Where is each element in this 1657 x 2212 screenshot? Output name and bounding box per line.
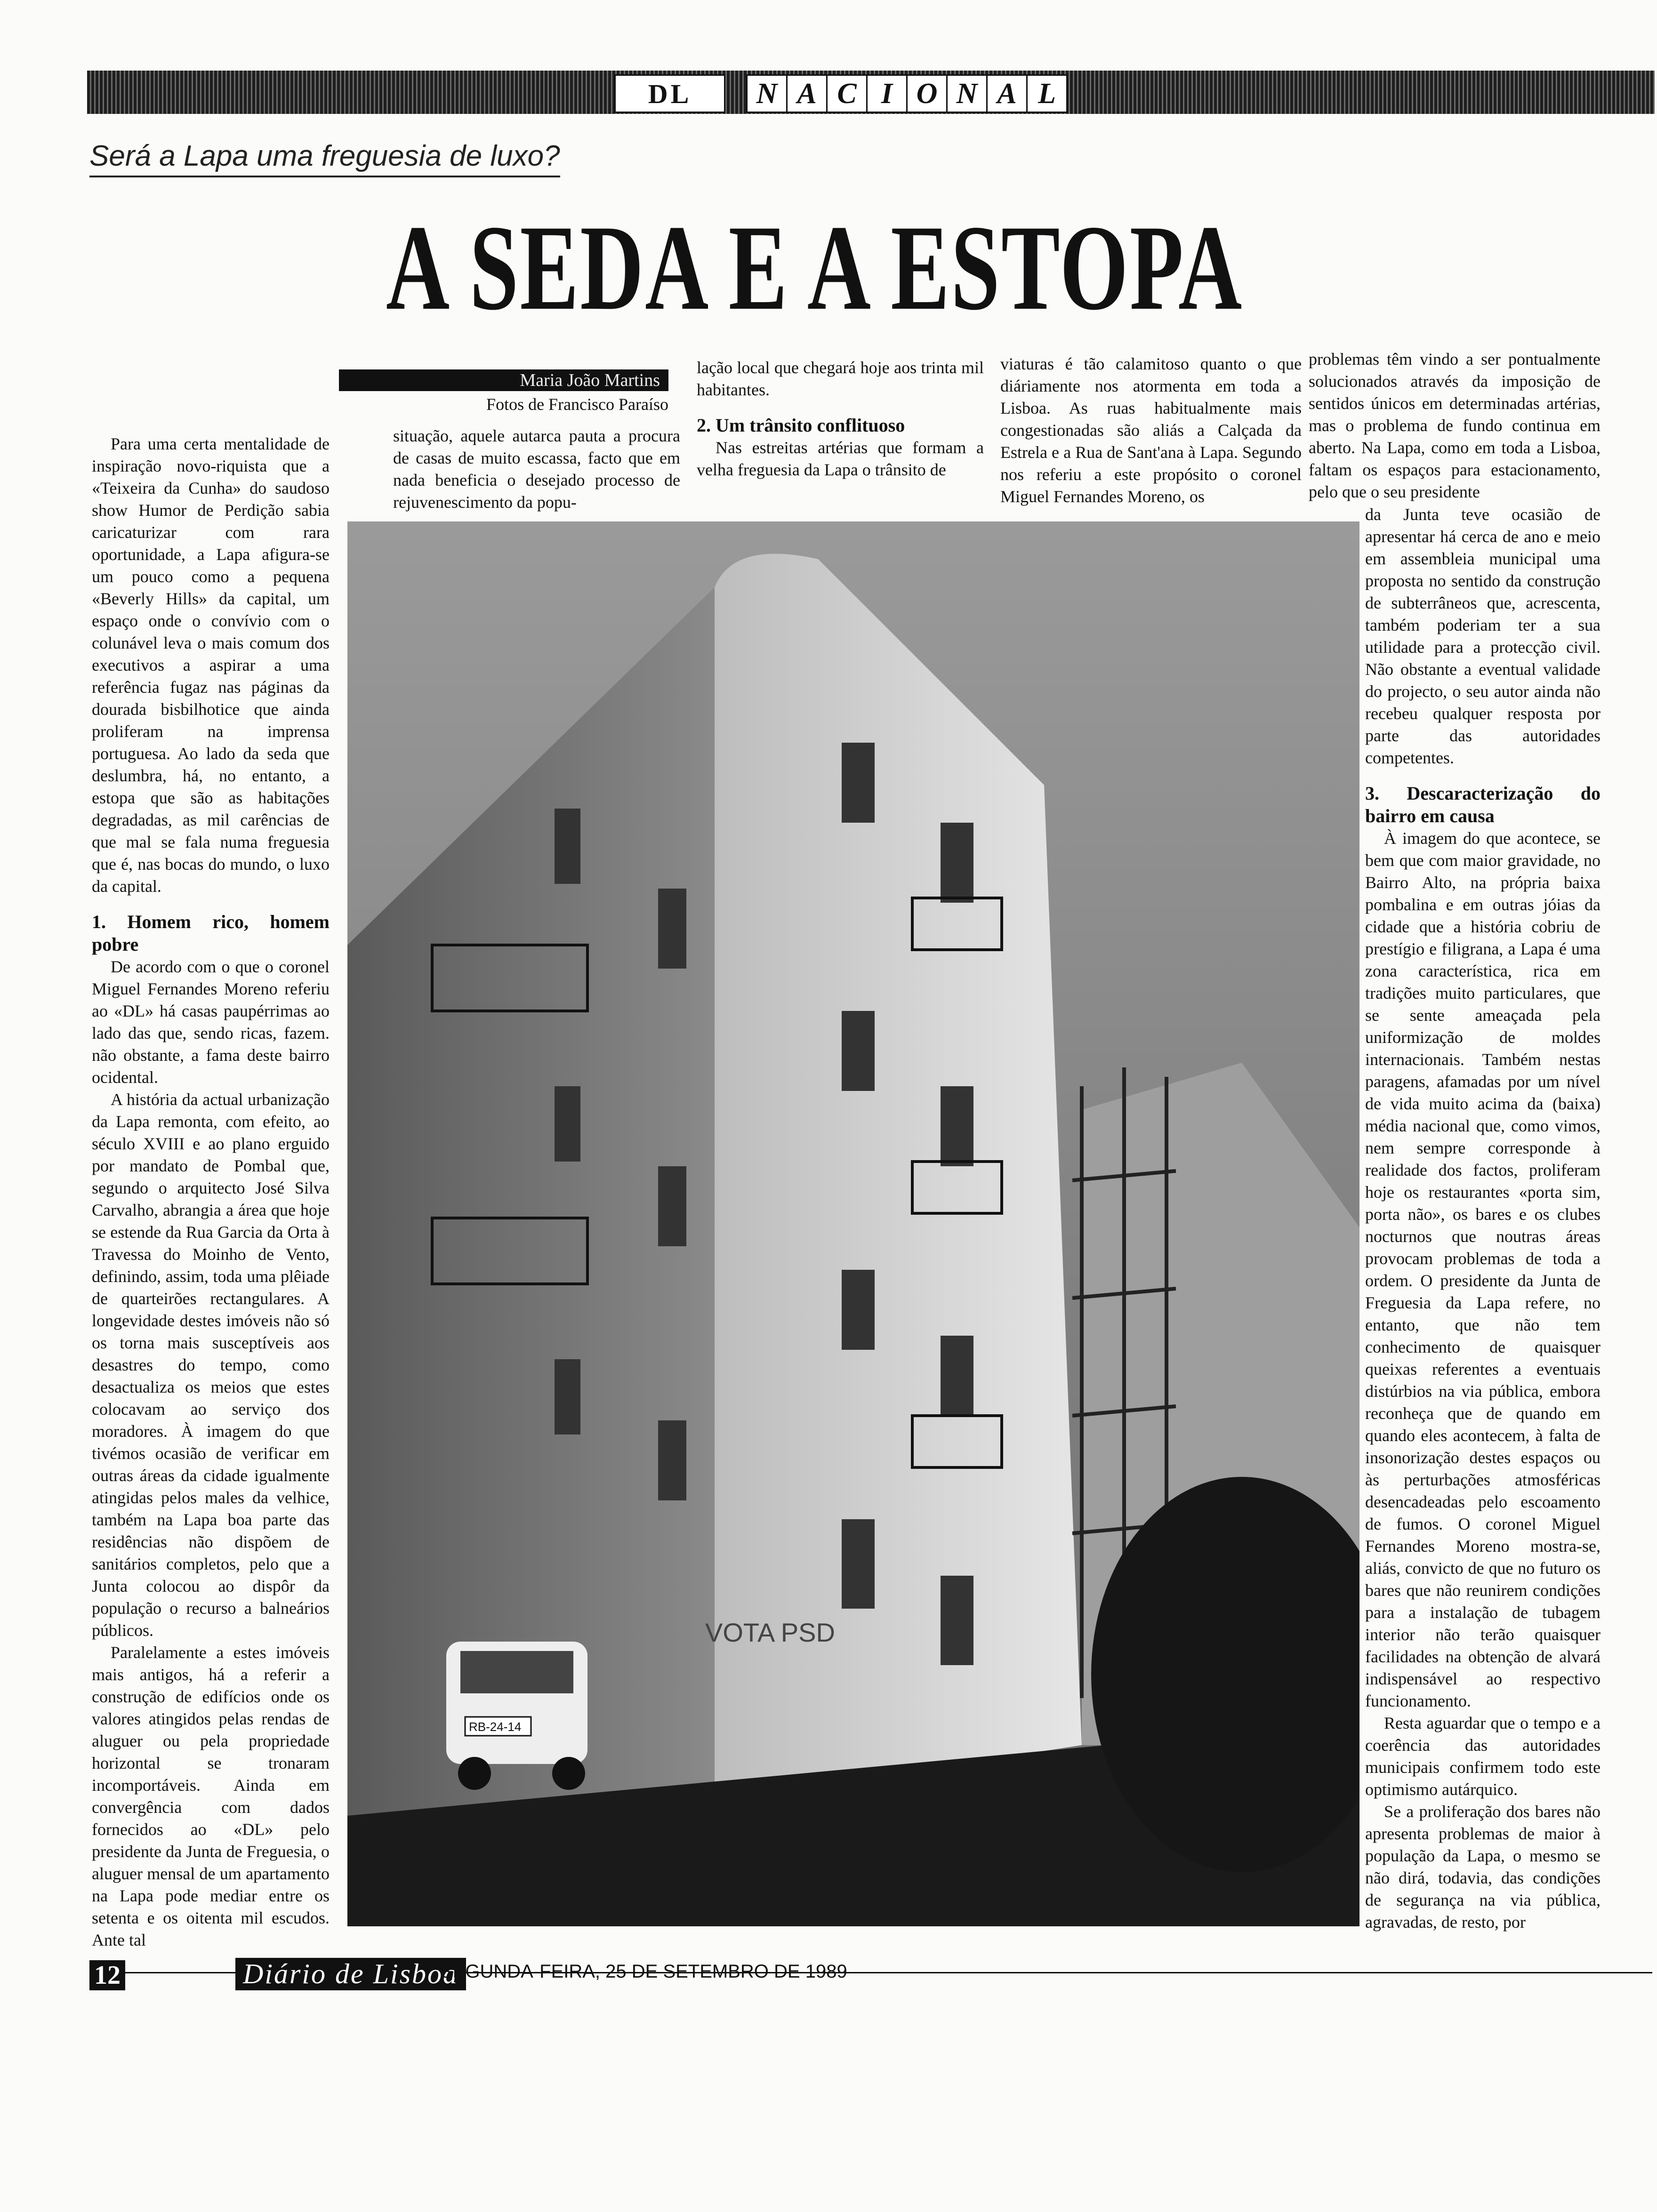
paragraph: lação local que chegará hoje aos trinta mil habitantes. <box>697 358 984 399</box>
paragraph: À imagem do que acontece, se bem que com maior gravidade, no Bairro Alto, na própria baixa pombalina e em outras jóias da cidade que a história cobriu de prestígio e filigrana, a Lapa é uma zona característica, rica em tradições muito particulares, que se sente ameaçada pela uniformização de moldes internacionais. Também nestas paragens, afamadas por um nível de vida muito acima da (baixa) média nacional que, como vimos, nem sempre corresponde à realidade dos factos, proliferam hoje os restaurantes «porta sim, porta não», os bares e os clubes nocturnos que noutras áreas provocam problemas de toda a ordem. O presidente da Junta de Freguesia da Lapa refere, no entanto, que não tem conhecimento de quaisquer queixas referentes a eventuais distúrbios na via pública, embora reconheça que de quando em quando eles acontecem, à falta de insonorização destes espaços ou às perturbações atmosféricas desencadeadas pelo escoamento de fumos. O coronel Miguel Fernandes Moreno mostra-se, aliás, convicto de que no futuro os bares que não reunirem condições para a instalação de tubagem interior não terão quaisquer facilidades na obtenção de alvará indispensável ao respectivo funcionamento. <box>1365 829 1601 1710</box>
paragraph: Se a proliferação dos bares não apresenta problemas de maior à população da Lapa, o mesmo se não dirá, todavia, das condições de segurança na via pública, agravadas, de resto, por <box>1365 1802 1601 1931</box>
photo-credit: Fotos de Francisco Paraíso <box>486 395 668 414</box>
subheading: 1. Homem rico, homem pobre <box>92 911 330 955</box>
article-column-5 <box>1365 504 1601 1933</box>
section-title <box>746 74 1068 113</box>
paragraph: Nas estreitas artérias que formam a velha freguesia da Lapa o trânsito de <box>697 438 984 479</box>
section-letter: A <box>988 76 1028 112</box>
headline: A SEDA E A ESTOPA <box>386 200 1244 336</box>
kicker: Será a Lapa uma freguesia de luxo? <box>89 139 560 177</box>
paragraph: De acordo com o que o coronel Miguel Fernandes Moreno referiu ao «DL» há casas paupérrimas ao lado das que, sendo ricas, fazem. não obstante, a fama deste bairro ocidental. <box>92 957 330 1087</box>
article-column-2 <box>393 425 680 513</box>
section-letter: A <box>788 76 828 112</box>
building-photo-image <box>347 521 1359 1926</box>
car-plate: RB-24-14 <box>469 1720 522 1734</box>
paragraph: A história da actual urbanização da Lapa remonta, com efeito, ao século XVIII e ao plano erguido por mandato de Pombal que, segundo o arquitecto José Silva Carvalho, abrangia a área que hoje se estende da Rua Garcia da Orta à Travessa do Moinho de Vento, definindo, assim, toda uma plêiade de quarteirões rectangulares. A longevidade destes imóveis não só os torna mais susceptíveis aos desastres do tempo, como desactualiza os meios que estes colocavam ao serviço dos moradores. À imagem do que tivémos ocasião de verificar em outras áreas da cidade igualmente atingidas pelos males da velhice, também na Lapa boa parte das residências não dispõem de sanitários completos, pelo que a Junta colocou ao dispôr da população o recurso a balneários públicos. <box>92 1090 330 1640</box>
publication-date: SEGUNDA-FEIRA, 25 DE SETEMBRO DE 1989 <box>440 1961 847 1982</box>
section-letter: O <box>908 76 948 112</box>
paragraph: Resta aguardar que o tempo e a coerência das autoridades municipais confirmem todo este optimismo autárquico. <box>1365 1714 1601 1799</box>
dl-logo: DL <box>614 74 725 113</box>
paragraph: Paralelamente a estes imóveis mais antigos, há a referir a construção de edifícios onde os valores atingidos pelas rendas de aluguer ou pela propriedade horizontal se tronaram incomportáveis. Ainda em convergência com dados fornecidos ao «DL» pelo presidente da Junta de Freguesia, o aluguer mensal de um apartamento na Lapa pode mediar entre os setenta e os oitenta mil escudos. Ante tal <box>92 1643 330 1949</box>
subheading: 3. Descaracterização do bairro em causa <box>1365 783 1601 826</box>
section-letter: L <box>1038 77 1056 110</box>
section-letter: N <box>948 76 988 112</box>
building-photo <box>347 521 1359 1926</box>
article-column-4 <box>1000 353 1302 508</box>
section-letter: C <box>828 76 868 112</box>
section-letter: N <box>748 76 788 112</box>
paragraph: da Junta teve ocasião de apresentar há cerca de ano e meio em assembleia municipal uma proposta no sentido da construção de subterrâneos que, acrescenta, também poderiam ter a sua utilidade para a protecção civil. Não obstante a eventual validade do projecto, o seu autor ainda não recebeu qualquer resposta por parte das autoridades competentes. <box>1365 505 1601 767</box>
subheading: 2. Um trânsito conflituoso <box>697 415 905 436</box>
section-header-band <box>87 71 1655 114</box>
section-letter: I <box>868 76 908 112</box>
article-column-5-top <box>1309 348 1601 503</box>
byline: Maria João Martins <box>339 369 668 391</box>
article-column-1 <box>92 433 330 1951</box>
paragraph: Para uma certa mentalidade de inspiração novo-riquista que a «Teixeira da Cunha» do saudoso show Humor de Perdição sabia caricaturizar com rara oportunidade, a Lapa afigura-se um pouco como a pequena «Beverly Hills» da capital, um espaço onde o convívio com o colunável leva o mais comum dos executivos a aspirar a uma referência fugaz nas páginas da dourada bisbilhotice que ainda proliferam na imprensa portuguesa. Ao lado da seda que deslumbra, há, no entanto, a estopa que são as habitações degradadas, as mil carências de que mal se fala numa freguesia que é, nas bocas do mundo, o luxo da capital. <box>92 434 330 896</box>
article-column-3 <box>697 357 984 481</box>
paragraph: viaturas é tão calamitoso quanto o que diáriamente nos atormenta em toda a Lisboa. As ruas habitualmente mais congestionadas são aliás a Calçada da Estrela e a Rua de Sant'ana à Lapa. Segundo nos referiu a este propósito o coronel Miguel Fernandes Moreno, os <box>1000 354 1302 506</box>
newspaper-masthead: Diário de Lisboa <box>235 1958 466 1990</box>
paragraph: situação, aquele autarca pauta a procura de casas de muito escassa, facto que em nada beneficia o desejado processo de rejuvenescimento da popu- <box>393 426 680 512</box>
page-number: 12 <box>89 1960 125 1990</box>
paragraph: problemas têm vindo a ser pontualmente solucionados através da imposição de sentidos únicos em determinadas artérias, mas o problema de fundo continua em aberto. Na Lapa, como em toda a Lisboa, faltam os espaços para estacionamento, pelo que o seu presidente <box>1309 350 1601 501</box>
wall-graffiti: VOTA PSD <box>705 1618 835 1647</box>
